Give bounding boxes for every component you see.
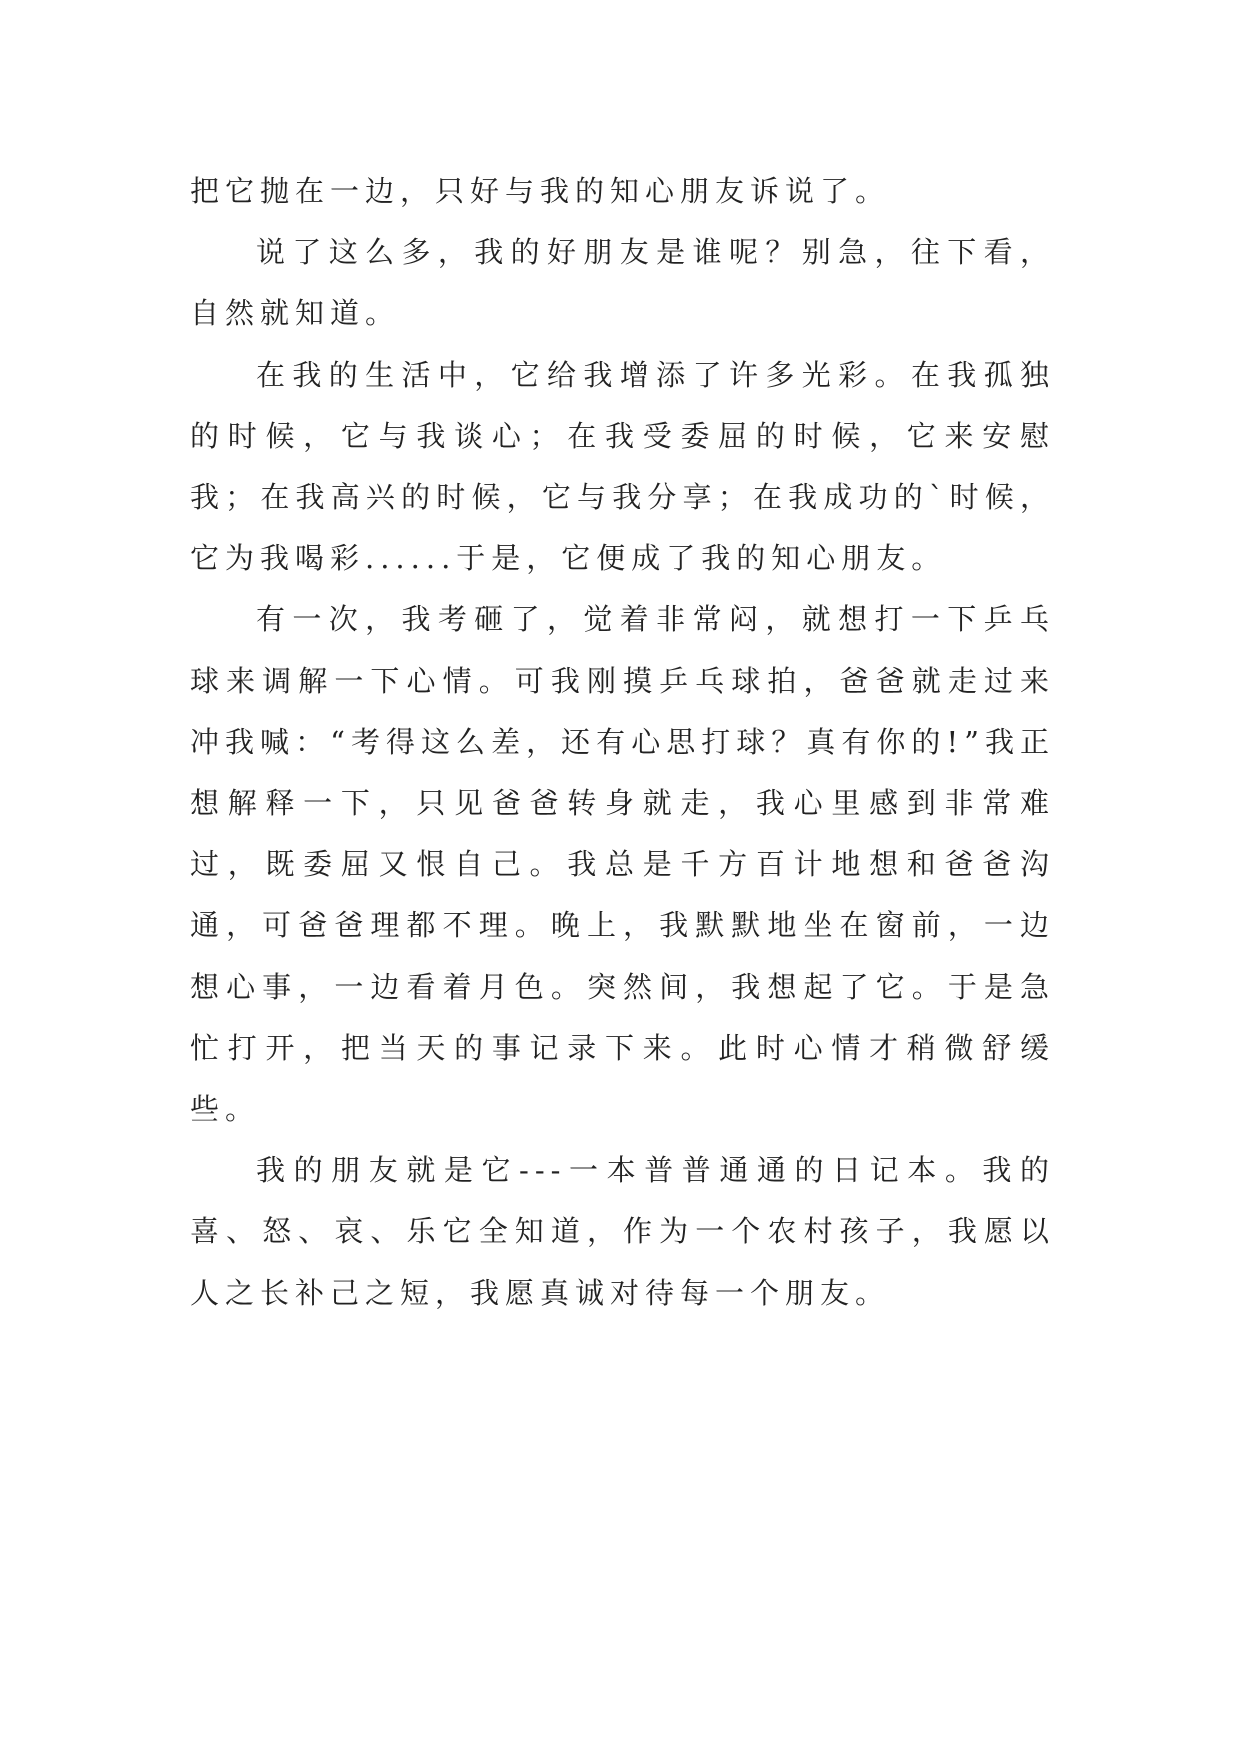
paragraph-story: 有一次，我考砸了，觉着非常闷，就想打一下乒乓球来调解一下心情。可我刚摸乒乓球拍，爸爸就走过来冲我喊：“考得这么差，还有心思打球？真有你的!”我正想解释一下，只见爸爸转身就走，我心里感到非常难过，既委屈又恨自己。我总是千方百计地想和爸爸沟通，可爸爸理都不理。晚上，我默默地坐在窗前，一边想心事，一边看着月色。突然间，我想起了它。于是急忙打开，把当天的事记录下来。此时心情才稍微舒缓些。 [190,602,1055,1127]
paragraph-conclusion: 我的朋友就是它---一本普普通通的日记本。我的喜、怒、哀、乐它全知道，作为一个农村孩子，我愿以人之长补己之短，我愿真诚对待每一个朋友。 [190,1153,1055,1310]
paragraph-companion: 在我的生活中，它给我增添了许多光彩。在我孤独的时候，它与我谈心；在我受委屈的时候，它来安慰我；在我高兴的时候，它与我分享；在我成功的`时候，它为我喝彩......于是，它便成了我的知心朋友。 [190,357,1055,576]
paragraph-continuation: 把它抛在一边，只好与我的知心朋友诉说了。 [190,174,891,208]
document-body [190,161,1055,1324]
paragraph-question: 说了这么多，我的好朋友是谁呢？别急，往下看，自然就知道。 [190,235,1055,331]
